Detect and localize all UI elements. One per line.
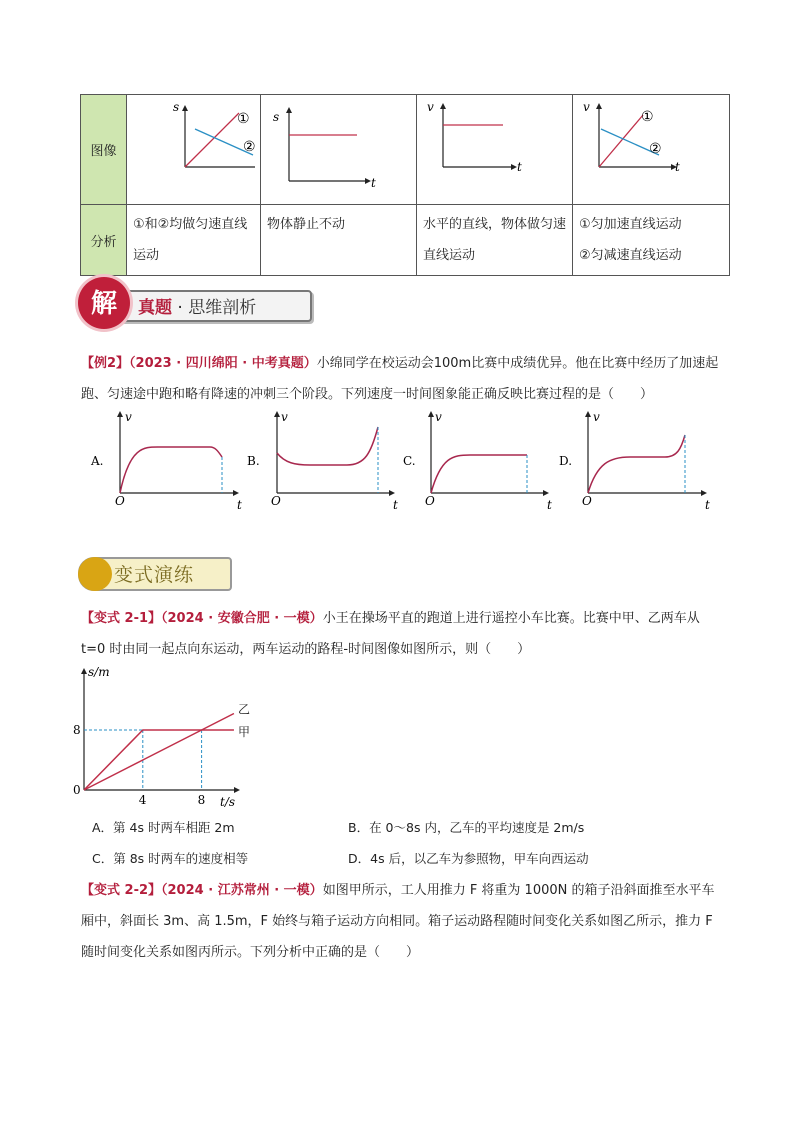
section-banner-analysis bbox=[78, 277, 318, 329]
y-tick-label: 0 bbox=[73, 783, 81, 797]
analysis-1: ①和②均做匀速直线运动 bbox=[133, 217, 248, 263]
axis-label-t: t bbox=[675, 160, 680, 174]
example-tag: 【例2】 bbox=[81, 356, 130, 371]
graph-cell-1 bbox=[127, 95, 261, 205]
series-line-yi bbox=[84, 714, 234, 791]
banner-title-left: 真题 bbox=[138, 298, 172, 318]
row-header-image: 图像 bbox=[81, 95, 127, 205]
velocity-curve-a bbox=[120, 447, 222, 493]
analysis-3: 水平的直线，物体做匀速直线运动 bbox=[423, 217, 567, 263]
variant-2-1-question bbox=[81, 603, 726, 665]
variant-source: （2024 · 江苏常州 · 一模） bbox=[161, 883, 323, 898]
variant-2-1-option-c[interactable]: C．第 8s 时两车的速度相等 bbox=[92, 851, 249, 866]
option-b-label: B. bbox=[247, 454, 260, 468]
variant-tag: 【变式 2-1】 bbox=[81, 611, 162, 626]
axis-label-v: v bbox=[125, 410, 132, 424]
series-label-yi: 乙 bbox=[237, 702, 250, 717]
axis-label-s: s bbox=[273, 110, 280, 124]
option-a-label: A. bbox=[91, 454, 104, 468]
axis-label-o: O bbox=[271, 494, 281, 508]
x-axis-label: t/s bbox=[220, 795, 236, 809]
velocity-curve-c bbox=[431, 455, 527, 493]
axis-label-t: t bbox=[393, 498, 398, 512]
vt-graph-horizontal bbox=[417, 95, 573, 200]
badge-label: 解 bbox=[90, 289, 117, 319]
variant-tag: 【变式 2-2】 bbox=[81, 883, 162, 898]
x-tick-label: 8 bbox=[197, 793, 206, 807]
line-1 bbox=[185, 113, 239, 167]
option-a-graph bbox=[90, 410, 242, 512]
axis-label-t: t bbox=[517, 160, 522, 174]
axis-label-v: v bbox=[427, 100, 434, 114]
banner-title: 变式演练 bbox=[114, 564, 195, 586]
axis-label-o: O bbox=[425, 494, 435, 508]
vt-graph-two-lines bbox=[573, 95, 730, 200]
series-line-jia bbox=[84, 730, 234, 790]
axis-label-s: s bbox=[173, 100, 180, 114]
variant-source: （2024 · 安徽合肥 · 一模） bbox=[161, 611, 323, 626]
velocity-curve-d bbox=[588, 435, 685, 493]
axis-label-t: t bbox=[547, 498, 552, 512]
axis-label-v: v bbox=[593, 410, 600, 424]
graph-cell-4 bbox=[573, 95, 730, 205]
example-2-question bbox=[81, 348, 726, 410]
y-axis-label: s/m bbox=[88, 665, 110, 679]
axis-label-o: O bbox=[115, 494, 125, 508]
axis-label-t: t bbox=[371, 176, 376, 190]
line-1 bbox=[599, 115, 643, 167]
banner-title-right: 思维剖析 bbox=[188, 298, 257, 318]
analysis-4-line-2: ②匀减速直线运动 bbox=[579, 248, 682, 263]
analysis-2: 物体静止不动 bbox=[267, 217, 346, 232]
label-line-2: ② bbox=[649, 141, 662, 157]
variant-2-1-st-chart bbox=[70, 660, 260, 810]
variant-2-1-option-a[interactable]: A．第 4s 时两车相距 2m bbox=[92, 820, 235, 835]
axis-label-o: O bbox=[582, 494, 592, 508]
example-text: 小绵同学在校运动会100m比赛中成绩优异。他在比赛中经历了加速起跑、匀速途中跑和略有降速的冲刺三个阶段。下列速度一时间图象能正确反映比赛过程的是（ ） bbox=[81, 356, 719, 402]
option-d-graph bbox=[559, 410, 710, 512]
y-tick-label: 8 bbox=[73, 723, 81, 737]
analysis-4-line-1: ①匀加速直线运动 bbox=[579, 217, 682, 232]
section-banner-practice bbox=[78, 553, 238, 593]
row-header-analysis: 分析 bbox=[81, 205, 127, 276]
label-line-2: ② bbox=[243, 139, 256, 155]
label-line-1: ① bbox=[237, 111, 250, 127]
label-line-1: ① bbox=[641, 109, 654, 125]
banner-dot: · bbox=[177, 298, 183, 318]
variant-2-1-option-b[interactable]: B．在 0～8s 内，乙车的平均速度是 2m/s bbox=[348, 820, 585, 835]
graph-cell-2 bbox=[261, 95, 417, 205]
option-b-graph bbox=[247, 410, 398, 512]
st-graph-two-lines bbox=[127, 95, 261, 200]
example-source: （2023 · 四川绵阳 · 中考真题） bbox=[129, 356, 317, 371]
x-tick-label: 4 bbox=[138, 793, 147, 807]
velocity-curve-b bbox=[277, 427, 378, 465]
example-2-option-graphs bbox=[85, 405, 725, 515]
variant-text: 小王在操场平直的跑道上进行遥控小车比赛。比赛中甲、乙两车从 t=0 时由同一起点向东运动，两车运动的路程-时间图像如图所示，则（ ） bbox=[81, 611, 700, 657]
analysis-4 bbox=[573, 205, 729, 275]
axis-label-t: t bbox=[705, 498, 710, 512]
axis-label-v: v bbox=[435, 410, 442, 424]
variant-2-2-question bbox=[81, 875, 726, 968]
axis-label-v: v bbox=[281, 410, 288, 424]
axis-label-t: t bbox=[237, 498, 242, 512]
option-c-graph bbox=[403, 410, 552, 512]
graph-cell-3 bbox=[417, 95, 573, 205]
variant-text: 如图甲所示，工人用推力 F 将重为 1000N 的箱子沿斜面推至水平车厢中，斜面长 3m、高 1.5m，F 始终与箱子运动方向相同。箱子运动路程随时间变化关系如图乙所示，推力 F 随时间变化关系如图丙所示。下列分析中正确的是（ ） bbox=[81, 883, 715, 960]
axis-label-v: v bbox=[583, 100, 590, 114]
banner-decor-circle bbox=[78, 557, 112, 591]
series-label-jia: 甲 bbox=[237, 725, 250, 739]
variant-2-1-option-d[interactable]: D．4s 后，以乙车为参照物，甲车向西运动 bbox=[348, 851, 589, 866]
option-c-label: C. bbox=[403, 454, 416, 468]
st-graph-horizontal bbox=[261, 95, 417, 200]
motion-summary-table bbox=[80, 94, 730, 276]
option-d-label: D. bbox=[559, 454, 573, 468]
